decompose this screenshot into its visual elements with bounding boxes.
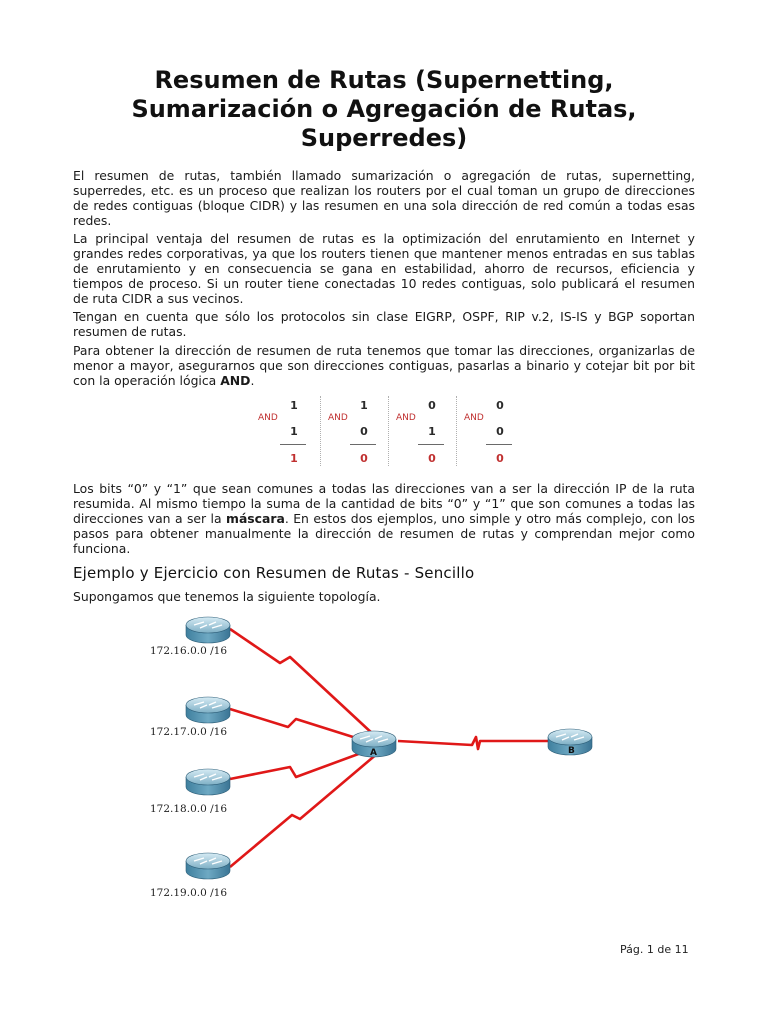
result-rule [418,444,444,445]
column-divider [320,396,321,466]
router-icon[interactable] [186,617,230,643]
bit-operand-b: 0 [360,425,368,438]
and-label: AND [396,413,416,423]
network-label: 172.17.0.0 /16 [150,726,228,738]
paragraph-topology-intro: Supongamos que tenemos la siguiente topología. [73,589,381,604]
serial-link-net4 [230,753,378,867]
bit-result: 0 [428,452,436,465]
serial-link-net1 [230,629,374,735]
page-number: Pág. 1 de 11 [620,943,689,956]
and-column [464,396,522,466]
router-a-label: A [370,748,377,758]
result-rule [350,444,376,445]
result-rule [280,444,306,445]
bit-result: 1 [290,452,298,465]
mask-keyword: máscara [226,511,285,526]
bit-result: 0 [360,452,368,465]
and-column [396,396,454,466]
router-icon[interactable] [186,769,230,795]
column-divider [388,396,389,466]
bit-operand-a: 0 [428,399,436,412]
network-topology-diagram [140,605,600,899]
page-title: Resumen de Rutas (Supernetting, Sumarización o Agregación de Rutas, Superredes) [131,66,637,152]
column-divider [456,396,457,466]
and-label: AND [328,413,348,423]
bit-operand-a: 1 [360,399,368,412]
and-keyword: AND [220,373,251,388]
paragraph-summary-explanation [73,481,695,556]
bit-operand-a: 0 [496,399,504,412]
section-heading: Ejemplo y Ejercicio con Resumen de Rutas - Sencillo [73,564,475,582]
result-rule [486,444,512,445]
network-label: 172.18.0.0 /16 [150,803,228,815]
and-label: AND [258,413,278,423]
paragraph-protocols: Tengan en cuenta que sólo los protocolos sin clase EIGRP, OSPF, RIP v.2, IS-IS y BGP soportan resumen de rutas. [73,309,695,339]
paragraph-procedure [73,343,695,388]
paragraph-summary-end: . En estos dos ejemplos, uno simple y otro más complejo, con los pasos para obtener manualmente la dirección de resumen de rutas y comprendan mejor como funciona. [73,511,696,556]
paragraph-procedure-end: . [250,373,255,388]
bit-operand-b: 0 [496,425,504,438]
router-icon[interactable] [186,853,230,879]
network-label: 172.16.0.0 /16 [150,645,228,657]
and-column [258,396,316,466]
paragraph-procedure-text: Para obtener la dirección de resumen de ruta tenemos que tomar las direcciones, organizarlas de menor a mayor, asegurarnos que son direcciones contiguas, pasarlas a binario y cotejar bit por bit con la operación lógica [73,343,695,388]
bit-operand-a: 1 [290,399,298,412]
paragraph-advantage: La principal ventaja del resumen de rutas es la optimización del enrutamiento en Internet y grandes redes corporativas, ya que los routers tienen que mantener menos entradas en sus tablas de enrutamiento y en consecuencia se gana en estabilidad, ahorro de recursos, eficiencia y tiempos de proceso. Si un router tiene conectadas 10 redes contiguas, solo publicará el resumen de ruta CIDR a sus vecinos. [73,231,695,306]
bit-operand-b: 1 [428,425,436,438]
paragraph-intro: El resumen de rutas, también llamado sumarización o agregación de rutas, supernetting, superredes, etc. es un proceso que realizan los routers por el cual toman un grupo de direcciones de redes contiguas (bloque CIDR) y las resumen en una sola dirección de red común a todas esas redes. [73,168,695,228]
bit-operand-b: 1 [290,425,298,438]
and-operation-figure [258,396,510,466]
network-label: 172.19.0.0 /16 [150,887,228,899]
and-column [328,396,386,466]
router-icon[interactable] [186,697,230,723]
paragraph-summary-text: Los bits “0” y “1” que sean comunes a todas las direcciones van a ser la dirección IP de la ruta resumida. Al mismo tiempo la suma de la cantidad de bits “0” y “1” que son comunes a todas las direcciones van a ser la [73,481,695,526]
router-b-label: B [568,746,575,756]
serial-link-a-b [398,737,550,749]
bit-result: 0 [496,452,504,465]
and-label: AND [464,413,484,423]
